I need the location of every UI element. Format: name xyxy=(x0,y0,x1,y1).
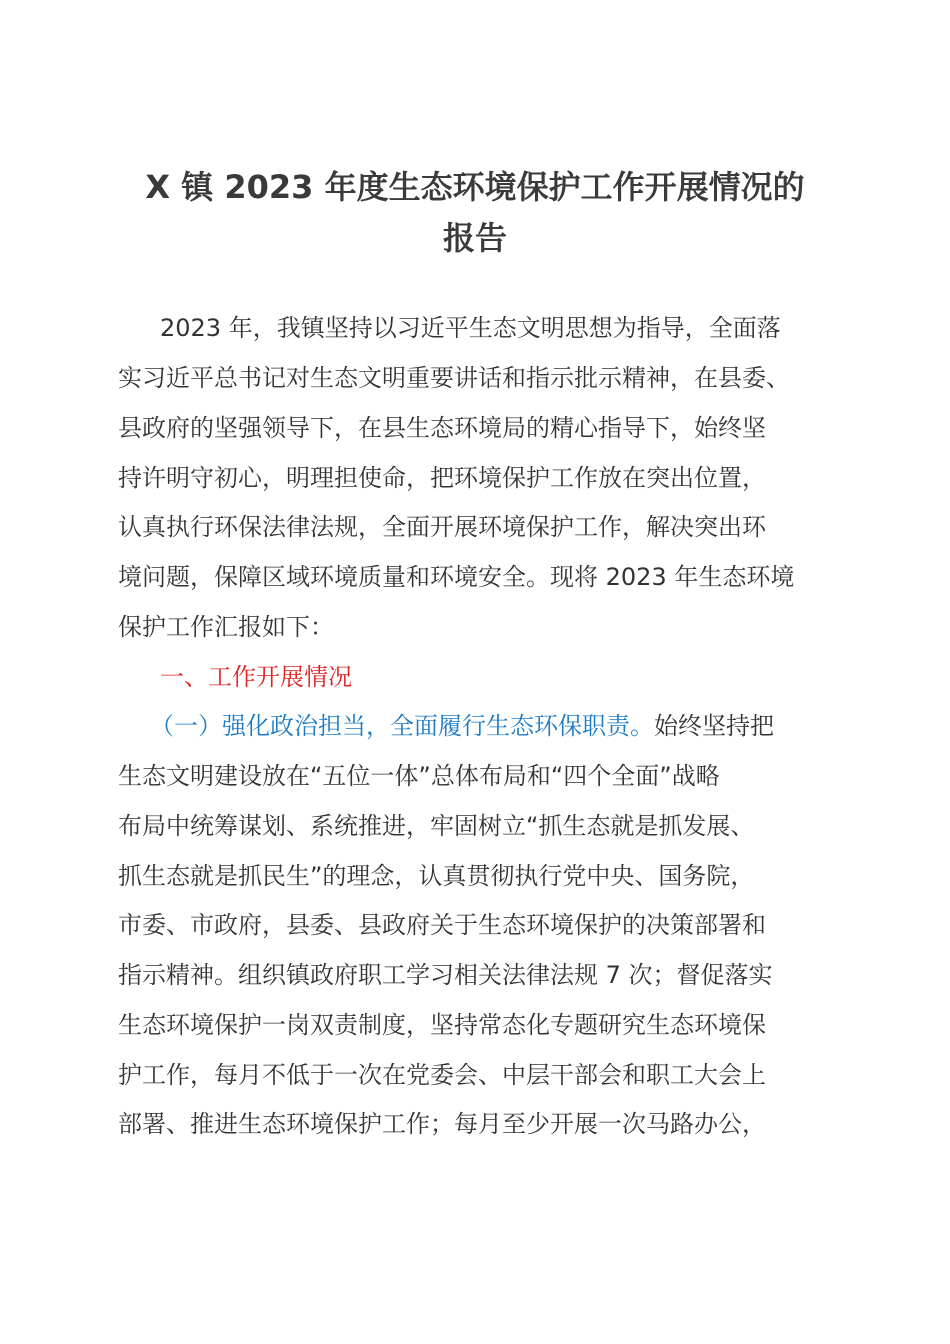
paragraph-line: 保护工作汇报如下： xyxy=(118,613,334,641)
subsection-text: 始终坚持把 xyxy=(654,712,774,740)
paragraph-line: 县政府的坚强领导下，在县生态环境局的精心指导下，始终坚 xyxy=(118,414,766,442)
paragraph-line: 实习近平总书记对生态文明重要讲话和指示批示精神，在县委、 xyxy=(118,364,790,392)
paragraph-line: 抓生态就是抓民生”的理念，认真贯彻执行党中央、国务院， xyxy=(118,862,755,890)
paragraph-line: 境问题，保障区域环境质量和环境安全。现将 2023 年生态环境 xyxy=(118,563,795,591)
subsection-line xyxy=(150,711,774,741)
subsection-heading: （一）强化政治担当，全面履行生态环保职责。 xyxy=(150,712,654,740)
paragraph-line: 持许明守初心，明理担使命，把环境保护工作放在突出位置， xyxy=(118,464,766,492)
document-title-line-2: 报告 xyxy=(442,219,507,257)
paragraph-line: 部署、推进生态环境保护工作；每月至少开展一次马路办公， xyxy=(118,1110,766,1138)
section-heading: 一、工作开展情况 xyxy=(160,663,352,691)
paragraph-line: 布局中统筹谋划、系统推进，牢固树立“抓生态就是抓发展、 xyxy=(118,812,755,840)
paragraph-line: 指示精神。组织镇政府职工学习相关法律法规 7 次；督促落实 xyxy=(118,961,773,989)
paragraph-line: 生态文明建设放在“五位一体”总体布局和“四个全面”战略 xyxy=(118,762,720,790)
document-title-line-1: X 镇 2023 年度生态环境保护工作开展情况的 xyxy=(145,168,805,206)
paragraph-line: 2023 年，我镇坚持以习近平生态文明思想为指导，全面落 xyxy=(160,314,781,342)
paragraph-line: 护工作，每月不低于一次在党委会、中层干部会和职工大会上 xyxy=(118,1061,766,1089)
paragraph-line: 认真执行环保法律法规，全面开展环境保护工作，解决突出环 xyxy=(118,513,766,541)
paragraph-line: 生态环境保护一岗双责制度，坚持常态化专题研究生态环境保 xyxy=(118,1011,766,1039)
paragraph-line: 市委、市政府，县委、县政府关于生态环境保护的决策部署和 xyxy=(118,911,766,939)
